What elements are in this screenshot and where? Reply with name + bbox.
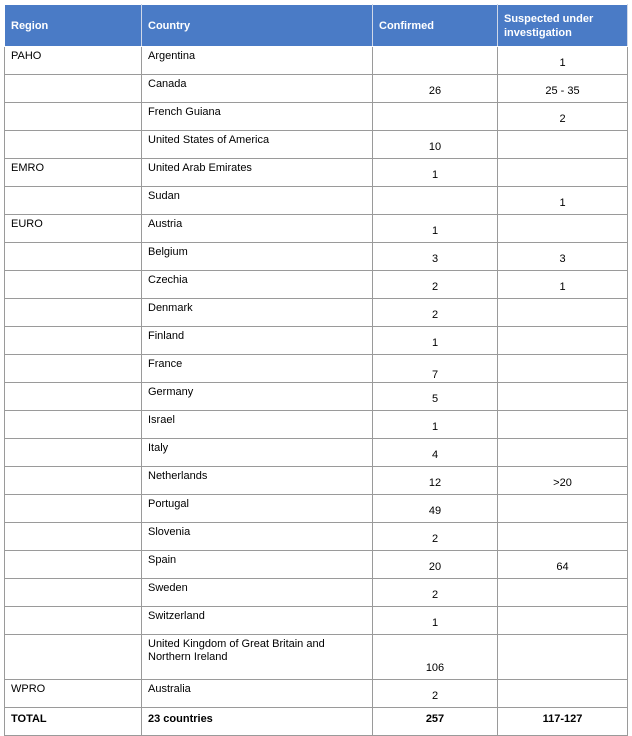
cell-suspected-text: 1 [559,57,566,69]
table-row [5,103,628,131]
cell-region-text [11,635,135,638]
cell-suspected-text [504,299,621,309]
cell-country [142,411,373,439]
cell-country [142,271,373,299]
cell-suspected [498,355,628,383]
cell-suspected [498,327,628,355]
cell-region-text: PAHO [11,50,42,62]
cell-suspected [498,103,628,131]
table-row [5,551,628,579]
cell-suspected-text [504,439,621,449]
cell-region [5,680,142,708]
table-row [5,607,628,635]
cell-region-text [11,271,135,274]
header-row [5,5,628,47]
cell-suspected [498,243,628,271]
cell-country-text: French Guiana [148,106,221,118]
cell-region [5,159,142,187]
cell-confirmed [373,159,498,187]
cell-country [142,215,373,243]
cell-country-text: France [148,358,183,370]
cell-country [142,523,373,551]
table-row [5,635,628,680]
cell-confirmed-text: 7 [431,369,439,381]
cell-region-text [11,131,135,134]
cell-country [142,103,373,131]
cell-suspected [498,131,628,159]
cell-confirmed [373,271,498,299]
total-country [142,708,373,736]
cell-region [5,579,142,607]
cell-suspected [498,495,628,523]
cell-country-text: Finland [148,330,185,342]
cell-region [5,495,142,523]
table-body [5,47,628,736]
cell-confirmed [373,607,498,635]
table-row [5,187,628,215]
cell-confirmed-text: 3 [431,253,439,265]
cell-country-text: Switzerland [148,610,205,622]
cell-region [5,271,142,299]
cell-suspected [498,75,628,103]
cell-region-text [11,467,135,470]
cell-country [142,495,373,523]
cell-country [142,159,373,187]
cell-region [5,383,142,411]
total-region-text: TOTAL [11,713,47,725]
cell-region-text [11,299,135,302]
header-suspected: Suspected under investigation [498,5,628,47]
cell-confirmed-text: 1 [431,421,439,433]
cell-suspected-text: 64 [556,561,569,573]
cell-region [5,243,142,271]
cell-country [142,355,373,383]
cell-region [5,411,142,439]
cell-suspected-text: 25 - 35 [545,85,580,97]
cell-suspected [498,467,628,495]
cell-region [5,187,142,215]
table-row [5,579,628,607]
table-row [5,215,628,243]
cell-country-text: Italy [148,442,169,454]
cell-confirmed-text: 2 [431,533,439,545]
cell-country-text: Spain [148,554,177,566]
cell-country [142,607,373,635]
cell-suspected [498,523,628,551]
total-suspected [498,708,628,736]
cell-country [142,383,373,411]
table-row [5,47,628,75]
cell-confirmed [373,103,498,131]
table-row [5,467,628,495]
cell-region-text [11,411,135,414]
cell-confirmed [373,680,498,708]
table-row [5,680,628,708]
total-confirmed [373,708,498,736]
cell-suspected-text [504,680,621,690]
cell-suspected-text [504,355,621,369]
cell-region [5,607,142,635]
cell-suspected-text [504,383,621,393]
cell-suspected [498,215,628,243]
cell-suspected [498,635,628,680]
table-row [5,159,628,187]
cell-confirmed [373,383,498,411]
cell-suspected-text: 2 [559,113,566,125]
table-wrapper [4,4,628,736]
table-row [5,299,628,327]
cell-suspected-text [504,411,621,421]
cell-country-text: Canada [148,78,187,90]
cell-country-text: Australia [148,683,191,695]
cell-suspected-text [504,635,621,662]
cell-confirmed [373,551,498,579]
cell-region [5,327,142,355]
header-country: Country [142,5,373,47]
cell-country [142,551,373,579]
cell-country-text: Sweden [148,582,188,594]
cell-country [142,467,373,495]
cell-country-text: Czechia [148,274,188,286]
cell-suspected [498,187,628,215]
cell-confirmed [373,187,498,215]
cell-confirmed-text [379,47,491,57]
cell-region [5,47,142,75]
cell-suspected [498,579,628,607]
cell-region [5,523,142,551]
cell-suspected-text [504,495,621,505]
cell-region [5,551,142,579]
cell-region-text [11,495,135,498]
total-region [5,708,142,736]
header-confirmed: Confirmed [373,5,498,47]
total-country-text: 23 countries [148,713,213,725]
cell-region-text [11,607,135,610]
cell-confirmed-text: 106 [425,662,445,674]
cell-suspected-text: 1 [559,281,566,293]
cell-confirmed-text [379,187,491,197]
cell-region-text [11,579,135,582]
table-row [5,439,628,467]
cell-country-text: Slovenia [148,526,191,538]
table-row [5,327,628,355]
cell-suspected [498,680,628,708]
table-row [5,383,628,411]
cell-confirmed-text: 2 [431,690,439,702]
cell-confirmed-text: 10 [428,141,442,153]
cell-region-text [11,103,135,106]
cell-suspected-text [504,215,621,225]
cell-country-text: United Kingdom of Great Britain and Northern Ireland [148,638,325,663]
cell-region-text: EURO [11,218,43,230]
cell-country [142,680,373,708]
table-row [5,131,628,159]
cell-suspected-text [504,607,621,617]
cell-suspected [498,551,628,579]
cell-confirmed-text: 2 [431,281,439,293]
cell-suspected-text: 3 [559,253,566,265]
cell-confirmed-text: 20 [428,561,442,573]
cell-confirmed [373,467,498,495]
cell-country-text: Austria [148,218,183,230]
total-confirmed-text: 257 [425,713,445,725]
cell-suspected [498,439,628,467]
cell-confirmed-text: 49 [428,505,442,517]
cell-region [5,103,142,131]
table-row [5,271,628,299]
cell-confirmed-text: 2 [431,309,439,321]
cell-confirmed-text: 26 [428,85,442,97]
cell-confirmed [373,439,498,467]
cell-region [5,215,142,243]
cell-confirmed [373,355,498,383]
cell-confirmed-text [379,103,491,113]
cell-suspected [498,271,628,299]
cell-country [142,75,373,103]
cell-region-text [11,551,135,554]
cell-region-text [11,439,135,442]
cell-country [142,131,373,159]
table-row [5,523,628,551]
table-row [5,75,628,103]
cell-suspected [498,47,628,75]
cell-region [5,131,142,159]
header-region: Region [5,5,142,47]
cell-country-text: Germany [148,386,194,398]
cell-suspected [498,299,628,327]
cell-suspected [498,383,628,411]
cell-country [142,439,373,467]
cell-confirmed [373,523,498,551]
cell-confirmed-text: 4 [431,449,439,461]
cell-confirmed-text: 1 [431,225,439,237]
cell-region-text [11,355,135,358]
cell-confirmed [373,327,498,355]
cell-region [5,355,142,383]
cell-region [5,299,142,327]
cell-confirmed [373,131,498,159]
cell-country-text: Denmark [148,302,193,314]
cell-country-text: Sudan [148,190,180,202]
total-row [5,708,628,736]
cell-confirmed [373,299,498,327]
cell-country [142,327,373,355]
cell-confirmed [373,635,498,680]
cell-suspected-text [504,523,621,533]
cell-country [142,635,373,680]
cell-region-text [11,383,135,386]
cell-region-text [11,243,135,246]
cell-region [5,635,142,680]
cell-suspected [498,607,628,635]
table-row [5,495,628,523]
cell-suspected-text: >20 [553,477,572,489]
cell-suspected [498,411,628,439]
cell-country [142,579,373,607]
cell-confirmed-text: 1 [431,617,439,629]
cell-country-text: United States of America [148,134,270,146]
cell-confirmed [373,47,498,75]
cell-country [142,299,373,327]
cell-suspected-text [504,131,621,141]
cell-country [142,47,373,75]
cell-country-text: United Arab Emirates [148,162,252,174]
cases-table [4,4,628,736]
cell-confirmed-text: 12 [428,477,442,489]
cell-region [5,439,142,467]
cell-confirmed [373,243,498,271]
cell-confirmed [373,215,498,243]
cell-suspected-text: 1 [559,197,566,209]
cell-confirmed-text: 2 [431,589,439,601]
table-row [5,243,628,271]
cell-confirmed [373,579,498,607]
cell-region-text [11,75,135,78]
cell-country-text: Portugal [148,498,189,510]
cell-region-text [11,523,135,526]
cell-suspected-text [504,327,621,337]
cell-country-text: Belgium [148,246,188,258]
cell-region [5,75,142,103]
cell-region-text [11,327,135,330]
cell-country [142,187,373,215]
cell-country-text: Argentina [148,50,196,62]
cell-confirmed [373,411,498,439]
cell-country [142,243,373,271]
table-row [5,411,628,439]
cell-confirmed [373,495,498,523]
table-row [5,355,628,383]
cell-confirmed-text: 1 [431,169,439,181]
cell-suspected-text [504,579,621,589]
total-suspected-text: 117-127 [542,713,583,725]
cell-region-text [11,187,135,190]
cell-region [5,467,142,495]
cell-country-text: Israel [148,414,175,426]
cell-region-text: WPRO [11,683,46,695]
cell-confirmed-text: 5 [431,393,439,405]
cell-suspected-text [504,159,621,169]
cell-confirmed-text: 1 [431,337,439,349]
cell-suspected [498,159,628,187]
cell-confirmed [373,75,498,103]
cell-region-text: EMRO [11,162,44,174]
cell-country-text: Netherlands [148,470,208,482]
